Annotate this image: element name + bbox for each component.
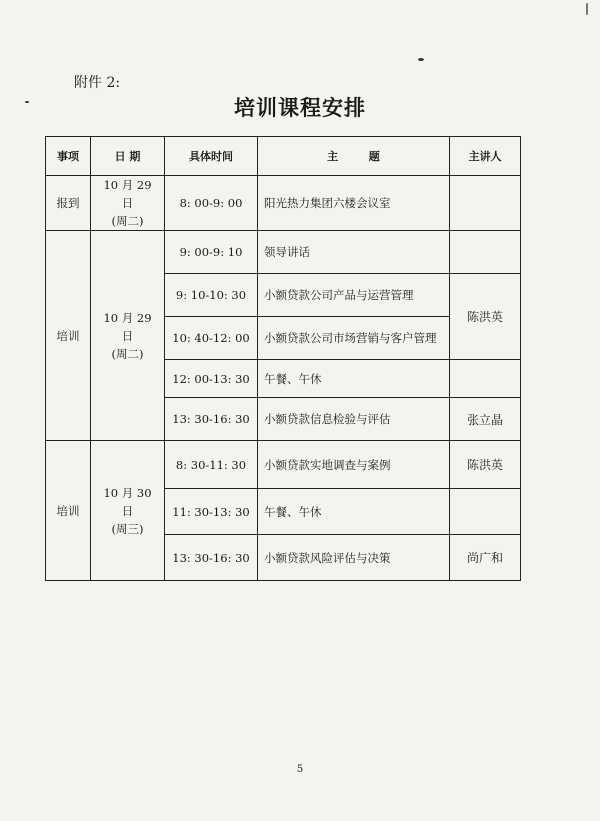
- topic-cell: 午餐、午休: [258, 360, 450, 398]
- header-topic: 主 题: [258, 137, 450, 176]
- time-cell: 9: 00-9: 10: [165, 231, 258, 274]
- attachment-label: 附件 2:: [74, 75, 121, 91]
- speaker-cell: 陈洪英: [450, 441, 521, 489]
- speaker-cell: [450, 360, 521, 398]
- time-cell: 13: 30-16: 30: [165, 535, 258, 581]
- time-cell: 12: 00-13: 30: [165, 360, 258, 398]
- speaker-cell: [450, 489, 521, 535]
- table-row: [46, 231, 521, 274]
- page-number: 5: [296, 764, 304, 775]
- weekday-text: (周三): [111, 521, 144, 536]
- speaker-cell: [450, 176, 521, 231]
- table-header-row: [46, 137, 521, 176]
- date-text: 10 月 29 日: [103, 310, 152, 343]
- time-cell: 13: 30-16: 30: [165, 398, 258, 441]
- topic-cell: 小额贷款实地调查与案例: [258, 441, 450, 489]
- weekday-text: (周二): [111, 346, 144, 361]
- topic-cell: 小额贷款公司市场营销与客户管理: [258, 317, 450, 360]
- header-item: 事项: [46, 137, 91, 176]
- item-cell: 报到: [46, 176, 91, 231]
- time-cell: 8: 00-9: 00: [165, 176, 258, 231]
- weekday-text: (周二): [111, 214, 144, 228]
- topic-cell: 阳光热力集团六楼会议室: [258, 176, 450, 231]
- page-title: 培训课程安排: [234, 96, 366, 120]
- item-cell: 培训: [46, 231, 91, 441]
- time-cell: 8: 30-11: 30: [165, 441, 258, 489]
- header-time: 具体时间: [165, 137, 258, 176]
- table-row: [46, 176, 521, 231]
- scan-speck: [418, 58, 424, 61]
- time-cell: 10: 40-12: 00: [165, 317, 258, 360]
- time-cell: 11: 30-13: 30: [165, 489, 258, 535]
- schedule-table: [45, 136, 521, 581]
- item-cell: 培训: [46, 441, 91, 581]
- date-cell: [91, 231, 165, 441]
- topic-cell: 小额贷款公司产品与运营管理: [258, 274, 450, 317]
- date-cell: [91, 441, 165, 581]
- topic-cell: 领导讲话: [258, 231, 450, 274]
- date-text: 10 月 30 日: [103, 485, 152, 518]
- date-text: 10 月 29 日: [103, 178, 152, 210]
- speaker-cell: 陈洪英: [450, 274, 521, 360]
- scan-speck: [25, 101, 29, 103]
- time-cell: 9: 10-10: 30: [165, 274, 258, 317]
- speaker-cell: 张立晶: [450, 398, 521, 441]
- topic-cell: 小额贷款风险评估与决策: [258, 535, 450, 581]
- topic-cell: 午餐、午休: [258, 489, 450, 535]
- speaker-cell: 尚广和: [450, 535, 521, 581]
- date-cell: [91, 176, 165, 231]
- topic-cell: 小额贷款信息检验与评估: [258, 398, 450, 441]
- header-date: 日 期: [91, 137, 165, 176]
- scan-speck: [586, 3, 588, 15]
- header-speaker: 主讲人: [450, 137, 521, 176]
- speaker-cell: [450, 231, 521, 274]
- table-row: [46, 441, 521, 489]
